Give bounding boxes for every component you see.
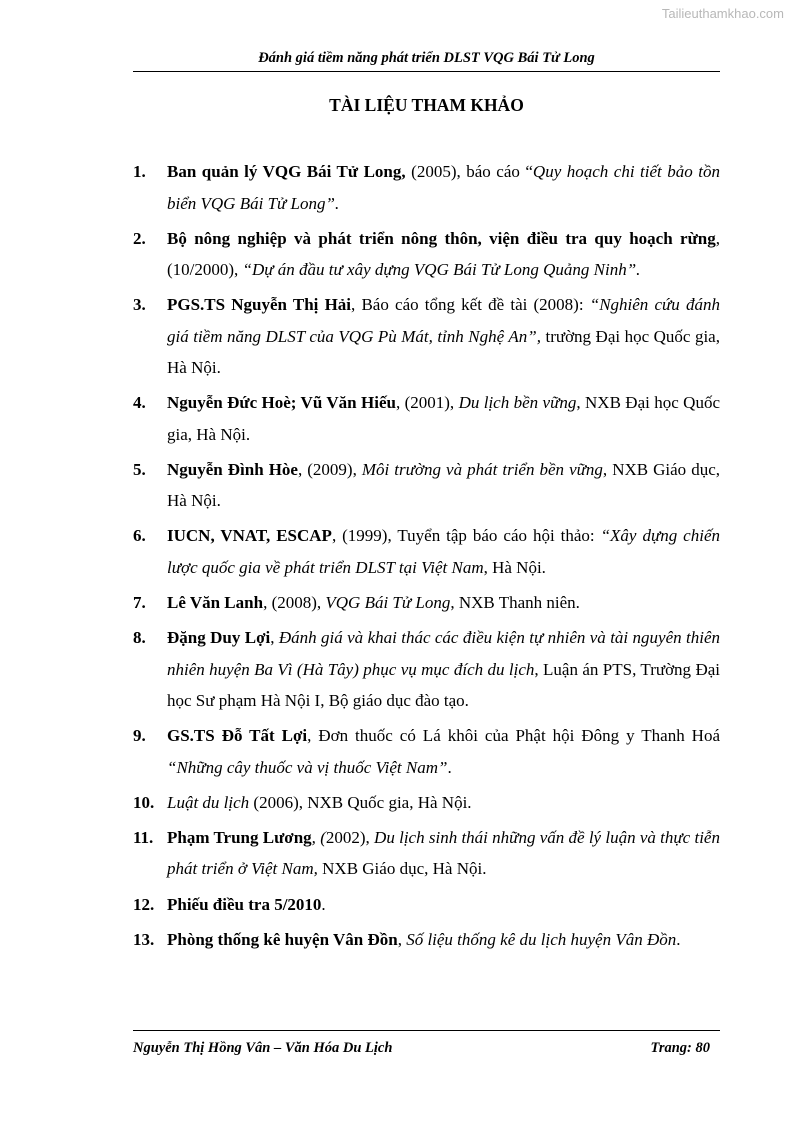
reference-item <box>133 520 720 583</box>
reference-number: 2. <box>133 228 146 248</box>
reference-number: 4. <box>133 393 146 413</box>
reference-text: trường Đại học Quốc gia, Hà Nội. <box>167 326 720 378</box>
reference-author: Phạm Trung Lương <box>167 827 312 847</box>
reference-title: “Dự án đầu tư xây dựng VQG Bái Tử Long Quảng Ninh”. <box>242 260 641 280</box>
reference-number: 6. <box>133 526 146 546</box>
reference-item <box>133 720 720 783</box>
reference-number: 3. <box>133 295 146 315</box>
reference-text: (2006), NXB Quốc gia, Hà Nội. <box>249 792 472 812</box>
reference-title: Luật du lịch <box>167 792 250 812</box>
header-divider <box>133 71 720 72</box>
reference-number: 10. <box>133 792 155 812</box>
footer-divider <box>133 1030 720 1031</box>
reference-text: . <box>447 757 452 777</box>
reference-item <box>133 587 720 619</box>
reference-author: Nguyễn Đức Hoè; Vũ Văn Hiếu <box>167 393 396 413</box>
reference-text: , Báo cáo tổng kết đề tài (2008): <box>351 295 590 315</box>
reference-number: 8. <box>133 628 146 648</box>
reference-item <box>133 454 720 517</box>
reference-item <box>133 822 720 885</box>
reference-text: NXB Giáo dục, Hà Nội. <box>317 859 487 879</box>
reference-number: 7. <box>133 593 146 613</box>
reference-title: “Xây dựng chiến lược quốc gia về phát triển DLST tại Việt Nam <box>167 526 720 577</box>
reference-number: 5. <box>133 459 146 479</box>
footer-page-number: Trang: 80 <box>650 1040 710 1056</box>
reference-item <box>133 787 720 819</box>
reference-title: VQG Bái Tử Long <box>325 593 451 613</box>
reference-text: , (2008), <box>263 593 326 613</box>
running-header: Đánh giá tiềm năng phát triển DLST VQG Bái Tử Long <box>258 50 595 66</box>
reference-author: Ban quản lý VQG Bái Tử Long, <box>167 162 406 181</box>
reference-title: Môi trường và phát triển bền vững <box>361 459 603 479</box>
reference-title: Du lịch sinh thái những vấn đề lý luận và thực tiễn phát triển ở Việt Nam, <box>167 827 720 879</box>
reference-text: , Hà Nội. <box>483 557 546 577</box>
reference-author: Nguyễn Đình Hòe <box>167 459 298 479</box>
reference-item <box>133 223 720 286</box>
reference-text: , NXB Đại học Quốc gia, Hà Nội. <box>167 393 720 444</box>
reference-author: IUCN, VNAT, ESCAP <box>167 526 332 546</box>
reference-number: 9. <box>133 726 146 746</box>
reference-text: , (2001), <box>395 393 459 413</box>
reference-author: GS.TS Đỗ Tất Lợi <box>167 726 308 746</box>
reference-number: 1. <box>133 162 146 181</box>
reference-item <box>133 387 720 450</box>
section-title: TÀI LIỆU THAM KHẢO <box>329 95 524 115</box>
reference-text: 2002), <box>325 827 375 847</box>
reference-text: , Đơn thuốc có Lá khôi của Phật hội Đông y Thanh Hoá <box>307 726 720 746</box>
reference-title: “Những cây thuốc và vị thuốc Việt Nam” <box>167 757 448 777</box>
reference-text: (2005), báo cáo “ <box>405 162 533 181</box>
reference-item <box>133 622 720 717</box>
reference-author: Phiếu điều tra 5/2010 <box>167 894 322 914</box>
reference-author: Bộ nông nghiệp và phát triển nông thôn, viện điều tra quy hoạch rừng <box>167 228 716 248</box>
reference-title: Đánh giá và khai thác các điều kiện tự nhiên và tài nguyên thiên nhiên huyện Ba Vì (Hà Tây) phục vụ mục đích du lịch <box>167 628 720 679</box>
reference-number: 12. <box>133 894 155 914</box>
watermark-text: Tailieuthamkhao.com <box>661 6 784 21</box>
reference-title: Du lịch bền vững <box>458 393 577 413</box>
reference-author: Đặng Duy Lợi <box>167 628 271 648</box>
reference-author: Phòng thống kê huyện Vân Đồn <box>167 929 398 949</box>
reference-text: , <box>270 628 279 648</box>
reference-number: 11. <box>133 827 154 847</box>
reference-text: , (2009), <box>297 459 362 479</box>
reference-text: , NXB Giáo dục, Hà Nội. <box>167 459 721 511</box>
reference-item <box>133 889 720 921</box>
reference-text: , NXB Thanh niên. <box>450 593 580 613</box>
reference-author: Lê Văn Lanh <box>167 593 264 613</box>
reference-item <box>133 924 720 956</box>
reference-text: . <box>321 894 326 914</box>
reference-text: . <box>676 929 681 949</box>
reference-title: Số liệu thống kê du lịch huyện Vân Đồn <box>406 929 677 949</box>
reference-author: PGS.TS Nguyễn Thị Hải <box>167 295 352 315</box>
reference-text: , (1999), Tuyển tập báo cáo hội thảo: <box>331 526 601 546</box>
reference-title: Quy hoạch chi tiết bảo tồn biển VQG Bái Tử Long”. <box>167 162 721 213</box>
reference-list <box>133 156 720 959</box>
reference-item <box>133 156 720 219</box>
reference-number: 13. <box>133 929 155 949</box>
reference-item <box>133 289 720 384</box>
reference-text: , Luận án PTS, Trường Đại học Sư phạm Hà Nội I, Bộ giáo dục đào tạo. <box>167 659 720 711</box>
reference-title: “Nghiên cứu đánh giá tiềm năng DLST của VQG Pù Mát, tỉnh Nghệ An”, <box>167 295 720 346</box>
footer-author: Nguyễn Thị Hồng Vân – Văn Hóa Du Lịch <box>133 1040 393 1056</box>
reference-text: , <box>397 929 407 949</box>
reference-text: , (10/2000), <box>167 228 720 280</box>
reference-title: , ( <box>311 827 326 847</box>
